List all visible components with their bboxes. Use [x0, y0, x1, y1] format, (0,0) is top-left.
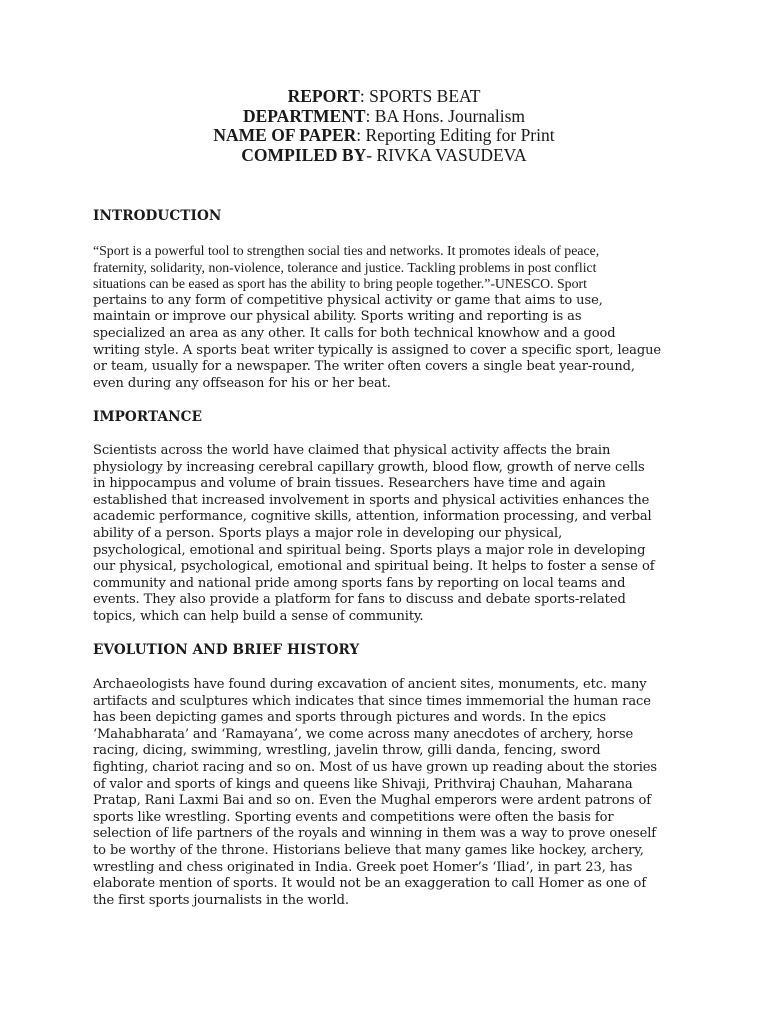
paragraph-line: pertains to any form of competitive physical activity or game that aims to use,: [93, 292, 603, 308]
paragraph-line: fighting, chariot racing and so on. Most of us have grown up reading about the stories: [93, 759, 658, 775]
paragraph-line: psychological, emotional and spiritual being. Sports plays a major role in developing: [93, 542, 646, 558]
paragraph-line: to be worthy of the throne. Historians believe that many games like hockey, archery,: [93, 842, 644, 858]
paragraph-line: established that increased involvement in sports and physical activities enhances the: [93, 492, 650, 508]
paragraph-line: has been depicting games and sports through pictures and words. In the epics: [93, 710, 607, 726]
report-title-line: [0, 87, 768, 107]
paragraph-line: physiology by increasing cerebral capillary growth, blood flow, growth of nerve cells: [93, 459, 645, 475]
paragraph-line: wrestling and chess originated in India. Greek poet Homer’s ‘Iliad’, in part 23, has: [93, 859, 633, 875]
paragraph-line: even during any offseason for his or her beat.: [93, 375, 391, 391]
paragraph-line: sports like wrestling. Sporting events and competitions were often the basis for: [93, 809, 614, 825]
introduction-section: [93, 208, 683, 224]
paragraph-line: specialized an area as any other. It calls for both technical knowhow and a good: [93, 325, 616, 341]
paragraph-line: “Sport is a powerful tool to strengthen social ties and networks. It promotes ideals of peace,: [93, 243, 600, 258]
paragraph-line: artifacts and sculptures which indicates that since times immemorial the human race: [93, 693, 651, 709]
introduction-paragraph: [93, 243, 683, 392]
report-header: [0, 87, 768, 165]
report-value: : SPORTS BEAT: [359, 86, 481, 106]
department-line: [0, 107, 768, 127]
compiled-value: - RIVKA VASUDEVA: [366, 144, 527, 165]
importance-heading: IMPORTANCE: [93, 409, 203, 425]
paragraph-line: situations can be eased as sport has the ability to bring people together.”-UNESCO. Sport: [93, 276, 587, 292]
paragraph-line: selection of life partners of the royals and winning in them was a way to prove oneself: [93, 826, 657, 842]
paragraph-line: in hippocampus and volume of brain tissues. Researchers have time and again: [93, 476, 606, 492]
paragraph-line: Scientists across the world have claimed that physical activity affects the brain: [93, 443, 611, 458]
paragraph-line: writing style. A sports beat writer typically is assigned to cover a specific sport, league: [93, 342, 662, 358]
compiled-label: COMPILED BY: [241, 144, 367, 165]
importance-paragraph: [93, 443, 683, 626]
department-label: DEPARTMENT: [242, 105, 366, 126]
paragraph-line: the first sports journalists in the world.: [93, 892, 349, 908]
paragraph-line: Pratap, Rani Laxmi Bai and so on. Even the Mughal emperors were ardent patrons of: [93, 793, 651, 809]
paragraph-line: ‘Mahabharata’ and ‘Ramayana’, we come across many anecdotes of archery, horse: [93, 726, 634, 742]
importance-section: [93, 409, 683, 425]
department-value: : BA Hons. Journalism: [365, 105, 525, 126]
paragraph-line: events. They also provide a platform for fans to discuss and debate sports-related: [93, 592, 626, 608]
paragraph-line: maintain or improve our physical ability. Sports writing and reporting is as: [93, 309, 582, 325]
paragraph-line: elaborate mention of sports. It would not be an exaggeration to call Homer as one of: [93, 876, 647, 892]
paragraph-line: our physical, psychological, emotional and spiritual being. It helps to foster a sense of: [93, 559, 655, 575]
paper-label: NAME OF PAPER: [213, 125, 357, 145]
compiled-by-line: [0, 146, 768, 166]
introduction-heading: INTRODUCTION: [93, 208, 222, 224]
report-label: REPORT: [287, 86, 360, 106]
history-section: [93, 642, 683, 658]
paragraph-line: Archaeologists have found during excavation of ancient sites, monuments, etc. many: [93, 677, 647, 692]
paper-value: : Reporting Editing for Print: [356, 125, 555, 145]
paragraph-line: or team, usually for a newspaper. The writer often covers a single beat year-round,: [93, 359, 635, 375]
paragraph-line: of valor and sports of kings and queens like Shivaji, Prithviraj Chauhan, Maharana: [93, 776, 633, 792]
paragraph-line: academic performance, cognitive skills, attention, information processing, and verbal: [93, 509, 652, 525]
paragraph-line: racing, dicing, swimming, wrestling, javelin throw, gilli danda, fencing, sword: [93, 743, 601, 759]
paragraph-line: ability of a person. Sports plays a major role in developing our physical,: [93, 525, 563, 541]
paragraph-line: fraternity, solidarity, non-violence, tolerance and justice. Tackling problems in post conflict: [93, 259, 597, 275]
paper-name-line: [0, 126, 768, 146]
paragraph-line: community and national pride among sports fans by reporting on local teams and: [93, 575, 626, 591]
history-paragraph: [93, 677, 683, 909]
history-heading: EVOLUTION AND BRIEF HISTORY: [93, 642, 360, 658]
paragraph-line: topics, which can help build a sense of community.: [93, 608, 424, 624]
